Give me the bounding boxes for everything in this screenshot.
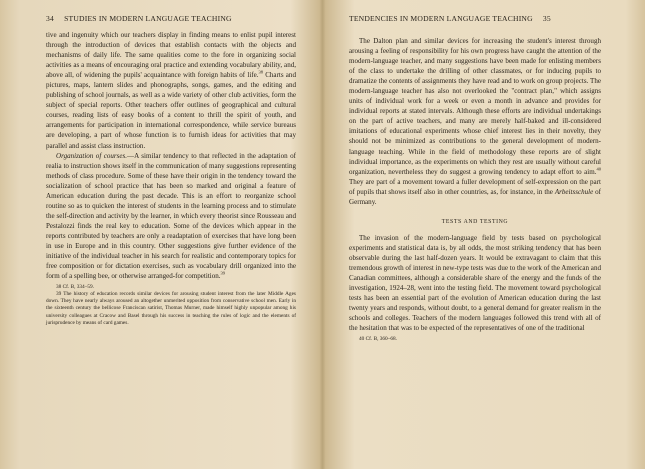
right-paragraph-2: The invasion of the modern-language field by tests based on psychological experiments and statistical data is, by all odds, the most striking tendency that has been observable during the last half-dozen years. It would be extravagant to claim that this tremendous growth of interest in new-type tests was due to the work of the American and Canadian committees, although a considerable share of the energy and the funds of the investigation, 1924–28, went into the testing field. The movement toward psychological tests has been an essential part of the evolution of American education during the last twenty years and responds, without doubt, to a general demand for greater realism in the schools and colleges. Teachers of the modern languages followed this trend with all of the hesitation that was to be expected of the representatives of one of the traditional [349, 233, 601, 333]
left-p1-cont: Charts and pictures, maps, lantern slides and phonographs, songs, games, and the editing and publishing of school journals, as well as a wide variety of other club activities, form the subject of special reports. Other teachers offer outlines of geographical and cultural courses, reading lists of easy books of a content to thrill the spirit of youth, and arrangements for participation in international correspondence, while service bureaus are developing, a part of whose function is to furnish ideas for activities that may parallel and assist class instruction. [46, 71, 296, 150]
footnote-ref-40: 40 [596, 166, 601, 172]
right-footnotes [349, 336, 601, 343]
right-p1-post: They are part of a movement toward a fuller development of self-expression on the part of pupils that shows itself also in other countries, as, for instance, in the [349, 177, 601, 196]
section-title-tests: TESTS AND TESTING [441, 218, 509, 225]
left-page [0, 0, 322, 469]
left-running-head [46, 14, 232, 23]
footnote-ref-39: 39 [220, 270, 226, 276]
section-heading-organization: Organization of courses. [56, 151, 128, 160]
left-page-number: 34 [46, 14, 54, 23]
right-running-head [349, 14, 551, 23]
left-p2-text: —A similar tendency to that reflected in the adaptation of realia to instruction shows itself in the communication of many suggestions representing methods of class procedure. Some of these have their origin in the tendency toward the socialization of school practice that has been so marked and original a feature of American education during the past decade. This is an effort to reorganize school routine so as to quicken the interest of students in the learning process and to stimulate the self-direction and activity by the learner, in which every theorist since Rousseau and Pestalozzi finds the real key to education. Some of the devices which appear in the reports contributed by teachers are only a readaptation of exercises that have long been in use in Europe and in this country. Other suggestions give further evidence of the initiative of the individual teacher in his search for realistic and contemporary topics for free composition or for dictation exercises, such as vocabulary drill organized into the form of a spelling bee, or otherwise arranged-for competition. [46, 151, 296, 281]
term-arbeitsschule: Arbeitsschule [554, 187, 594, 196]
right-p1-end: of Germany. [349, 187, 602, 206]
right-paragraph-1 [349, 36, 601, 207]
left-p1-text: tive and ingenuity which our teachers display in finding means to enlist pupil interest through the introduction of devices that establish contacts with the objects and mechanisms of daily life. The same qualities come to the fore in organizing social activities as a means of encouraging oral practice and extending vocabulary ability, and, above all, of widening the pupils' acquaintance with foreign habits of life. [46, 31, 296, 80]
left-head-title: STUDIES IN MODERN LANGUAGE TEACHING [64, 14, 232, 23]
left-page-body [46, 30, 296, 327]
left-paragraph-1 [46, 30, 296, 151]
left-footnotes [46, 284, 296, 327]
footnote-38: 38 Cf. B, 334–59. [56, 284, 94, 291]
right-page-number: 35 [542, 14, 551, 23]
left-paragraph-2 [46, 151, 296, 282]
right-p1-text: The Dalton plan and similar devices for increasing the student's interest through arousing a feeling of responsibility for his own progress have caught the attention of the modern-language teacher, and many suggestions have been made for enlisting members of the class to undertake the drilling of other classmates, or for inducing pupils to dramatize the contents of assignments they have read and to work on group projects. The modern-language teacher has also not overlooked the "contract plan," which assigns units of individual work for a week or even a month in advance and provides for individual reports at stated intervals. Although these efforts are individual undertakings on the part of active teachers, and many are merely half-baked and ill-considered imitations of educational experiments whose chief interest lies in their novelty, they should not be minimized as contributions to the general development of modern-language teaching. While in the field of methodology these reports are of slight individual importance, as the experiments on which they rest are usually without careful organization, nevertheless they do suggest a growing tendency to adapt effort to aim. [349, 37, 601, 176]
right-page-body [349, 36, 601, 343]
right-head-title: TENDENCIES IN MODERN LANGUAGE TEACHING [349, 14, 533, 23]
right-page [323, 0, 645, 469]
footnote-40: 40 Cf. B, 360–68. [359, 336, 397, 343]
footnote-ref-38: 38 [258, 69, 264, 75]
footnote-39: 39 The history of education records similar devices for arousing student interest from the later Middle Ages down. They have nearly always aroused an altogether unmerited opposition from conservative school men. Early in the sixteenth century the bellicose Franciscan satirist, Thomas Murner, made himself highly unpopular among his university colleagues at Cracow and Basel through his success in teaching the rules of logic and the elements of jurisprudence by means of card games. [46, 291, 296, 326]
